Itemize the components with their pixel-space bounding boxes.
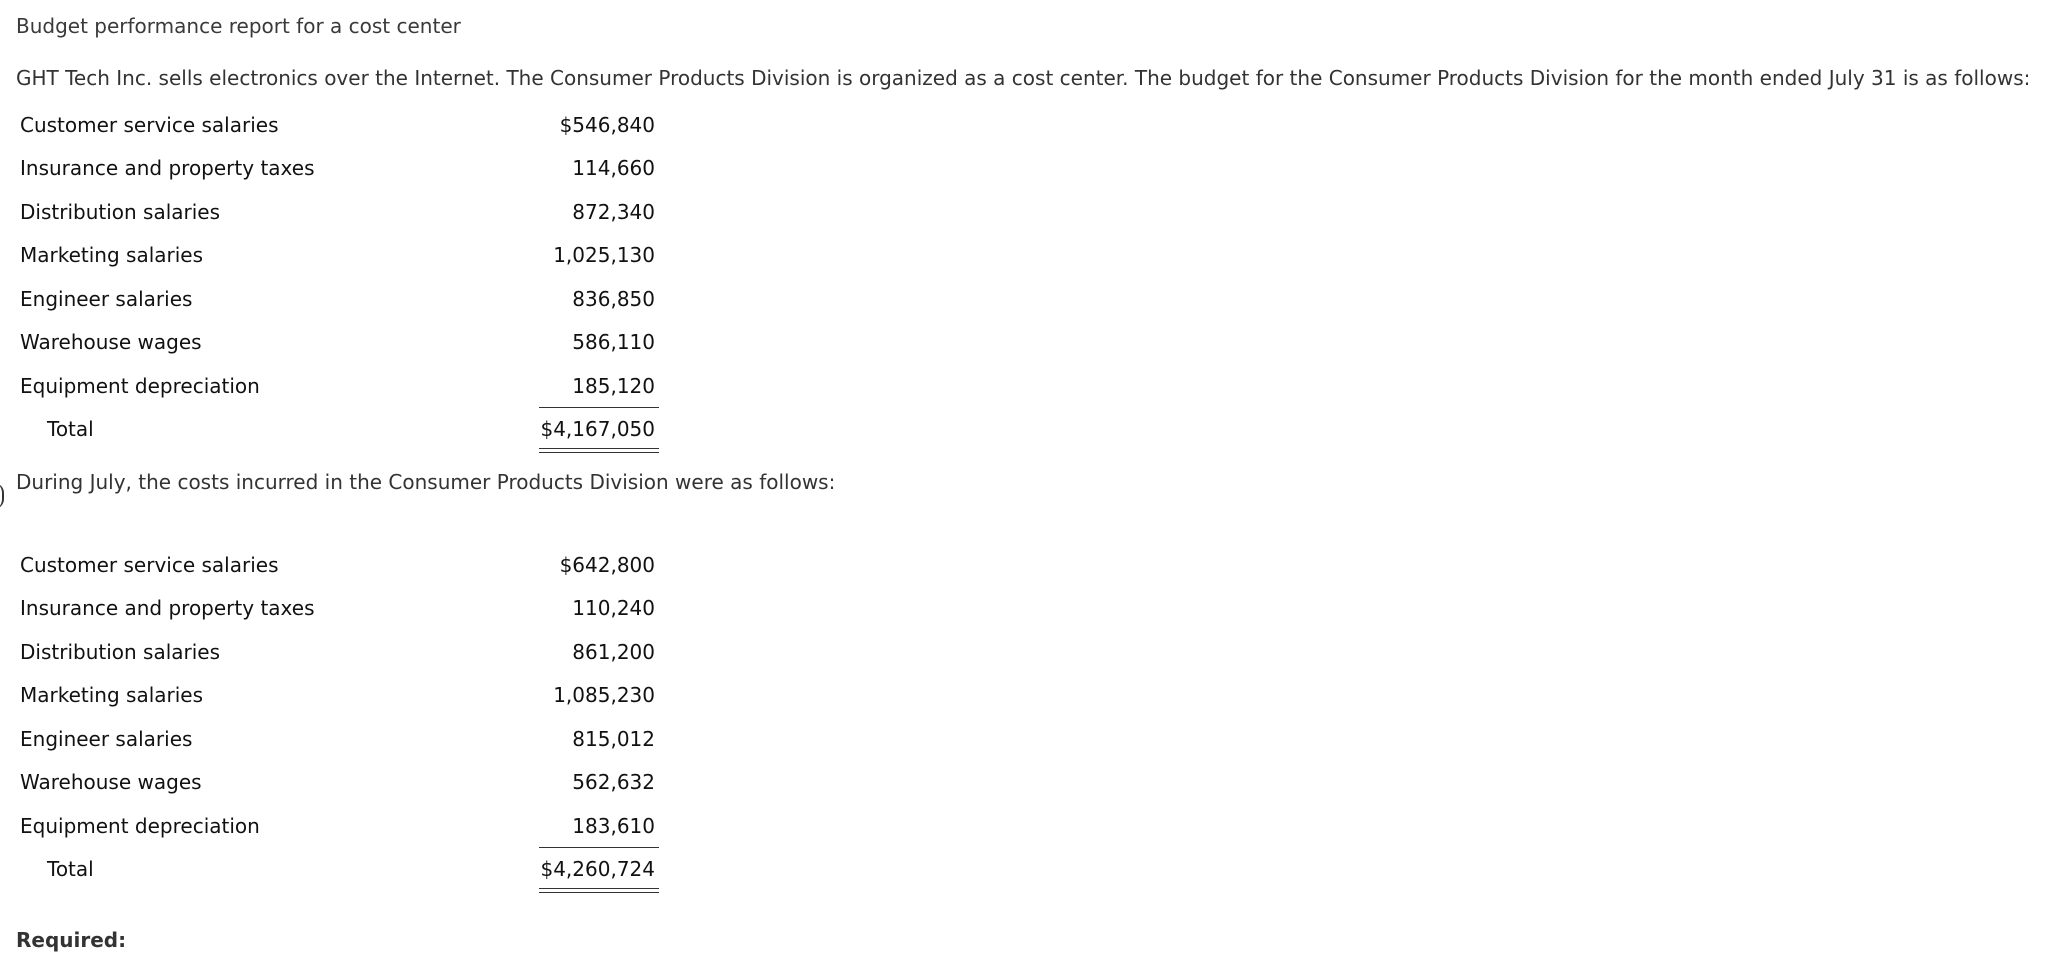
total-amount: $4,167,050 [540, 417, 655, 442]
row-amount: $546,840 [559, 112, 655, 137]
intro-paragraph: GHT Tech Inc. sells electronics over the Internet. The Consumer Products Division is organized as a cost center. The budget for the Consumer Products Division for the month ended July 31 is as follows: [16, 66, 2031, 90]
table-row [20, 717, 660, 761]
actual-costs-table [20, 543, 660, 891]
row-amount: 836,850 [572, 286, 655, 311]
row-label: Engineer salaries [20, 286, 193, 311]
row-amount: 114,660 [572, 156, 655, 181]
total-row [20, 848, 660, 892]
row-amount: 185,120 [572, 373, 655, 398]
row-label: Insurance and property taxes [20, 156, 315, 181]
row-label: Equipment depreciation [20, 373, 260, 398]
table-row [20, 277, 660, 321]
row-amount: 1,025,130 [553, 243, 655, 268]
table-row [20, 543, 660, 587]
row-amount: 562,632 [572, 770, 655, 795]
row-label: Distribution salaries [20, 639, 221, 664]
table-row [20, 630, 660, 674]
row-label: Engineer salaries [20, 726, 193, 751]
table-row [20, 587, 660, 631]
row-amount: 1,085,230 [553, 683, 655, 708]
table-row [20, 147, 660, 191]
table-row [20, 804, 660, 848]
row-amount: 861,200 [572, 639, 655, 664]
budget-table [20, 103, 660, 451]
row-amount: 183,610 [572, 813, 655, 838]
total-label: Total [47, 857, 94, 882]
table-row [20, 321, 660, 365]
row-label: Warehouse wages [20, 770, 202, 795]
table-row [20, 103, 660, 147]
table-row [20, 190, 660, 234]
total-double-rule [539, 888, 659, 893]
row-amount: $642,800 [559, 552, 655, 577]
table-row [20, 674, 660, 718]
total-label: Total [47, 417, 94, 442]
table-row [20, 364, 660, 408]
page-title: Budget performance report for a cost center [16, 14, 461, 38]
required-heading: Required: [16, 928, 127, 952]
row-label: Insurance and property taxes [20, 596, 315, 621]
row-amount: 110,240 [572, 596, 655, 621]
edge-bracket-mark [0, 483, 4, 509]
total-double-rule [539, 448, 659, 453]
actual-costs-intro: During July, the costs incurred in the Consumer Products Division were as follows: [16, 470, 836, 494]
row-label: Marketing salaries [20, 243, 204, 268]
total-row [20, 408, 660, 452]
table-row [20, 234, 660, 278]
row-amount: 872,340 [572, 199, 655, 224]
row-amount: 586,110 [572, 330, 655, 355]
row-label: Customer service salaries [20, 552, 279, 577]
row-label: Warehouse wages [20, 330, 202, 355]
row-amount: 815,012 [572, 726, 655, 751]
row-label: Distribution salaries [20, 199, 221, 224]
row-label: Marketing salaries [20, 683, 204, 708]
row-label: Equipment depreciation [20, 813, 260, 838]
total-amount: $4,260,724 [540, 857, 655, 882]
table-row [20, 761, 660, 805]
row-label: Customer service salaries [20, 112, 279, 137]
